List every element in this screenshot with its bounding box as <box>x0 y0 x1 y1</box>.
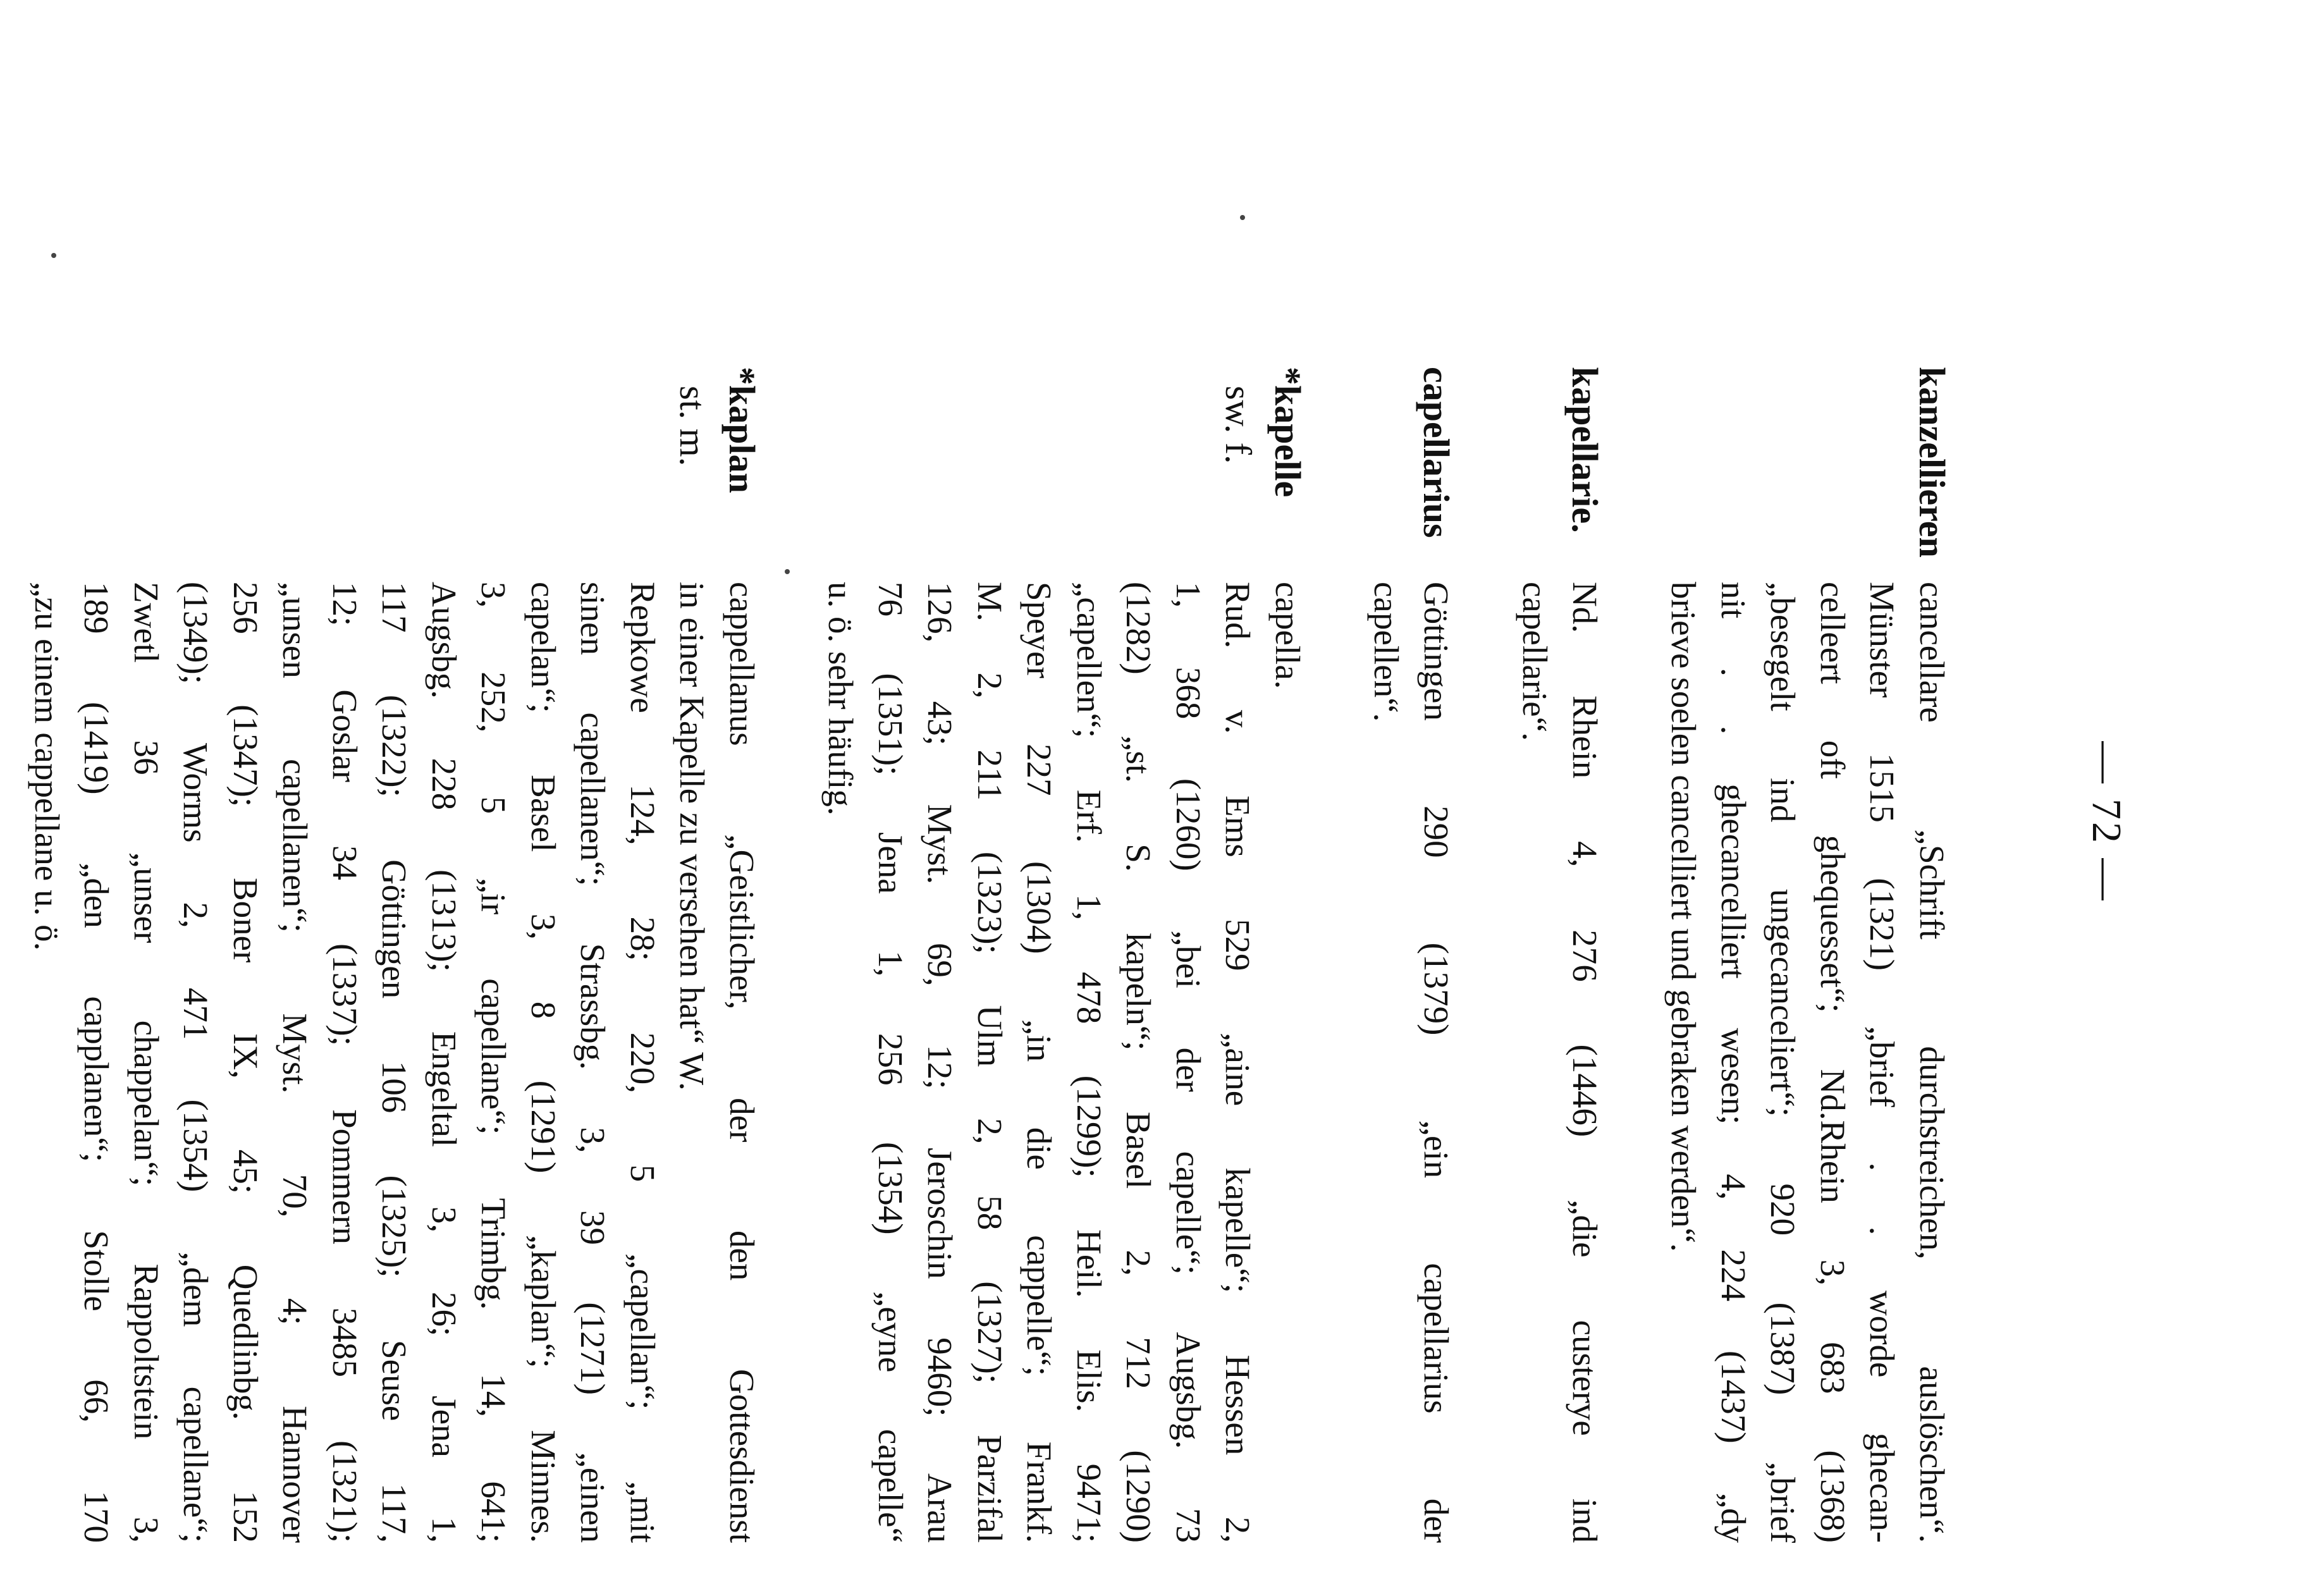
text-line: capellarie“. <box>1516 582 1555 741</box>
text-line: 76 (1351); Jena 1, 256 (1354) „eyne capelle“ <box>871 582 910 1543</box>
paragraph <box>1361 582 1461 1543</box>
text-line: capelan“; Basel 3, 8 (1291) „kaplan“; Minnes. <box>524 582 563 1543</box>
scan-speck <box>785 569 790 574</box>
headword-gender: sw. f. <box>1218 386 1259 464</box>
headword-text: *kapelle <box>1267 367 1308 498</box>
text-line: sinen capellanen“; Strassbg. 3, 39 (1271) „einen <box>574 582 613 1543</box>
text-line: u. ö. sehr häufig. <box>821 582 861 816</box>
text-line: Speyer 227 (1304) „in die cappelle“; Frankf. <box>1020 582 1059 1543</box>
text-line: in einer Kapelle zu versehen hat“ W. <box>673 582 712 1091</box>
text-line: „zu einem cappellane u. ö. <box>28 582 66 951</box>
text-line: Repkowe 124, 28; 220, 5 „capellan“; „mit <box>623 582 662 1543</box>
headword-text: kapellarie. <box>1564 367 1605 533</box>
text-line: 3, 252, 5 „ir capellane“; Trimbg. 14, 641; <box>474 582 513 1543</box>
text-line: 189 (1419) „den capplanen“; Stolle 66, 170 <box>77 582 116 1543</box>
text-line: (1282) „st. S. kapeln“; Basel 2, 712 (1290) <box>1119 582 1158 1543</box>
text-line: nit . . ghecancelliert wesen; 4, 224 (1437) „dy <box>1714 582 1753 1543</box>
entry-kapellarie-text <box>1510 582 1609 1543</box>
text-line: cancellare „Schrift durchstreichen, auslöschen“. <box>1913 582 1951 1543</box>
text-line: „unsen capellanen“; Myst. 70, 4; Hannover <box>276 582 315 1543</box>
text-line: Göttingen 290 (1379) „ein capellarius der <box>1417 582 1456 1543</box>
paragraph <box>667 582 766 1543</box>
paragraph <box>1510 582 1609 1543</box>
entry-capellarius-text <box>1361 582 1461 1543</box>
headword-text: kanzellieren <box>1912 367 1953 558</box>
scan-speck <box>51 253 56 258</box>
text-line: cappellanus „Geistlicher, der den Gottesdienst <box>723 582 761 1543</box>
headword <box>668 367 766 563</box>
text-line: „capellen“; Erf. 1, 478 (1299); Heil. Elis. 9471; <box>1070 582 1108 1543</box>
headword <box>1213 367 1312 563</box>
paragraph <box>1659 582 1956 1543</box>
text-line: „besegelt ind ungecanceliert“; 920 (1387) „brief <box>1764 582 1803 1543</box>
text-line: Zwetl 36 „unser chappelan“; Rappoltstein 3, <box>127 582 166 1543</box>
text-line: Nd. Rhein 4, 276 (1446) „die custerye ind <box>1566 582 1604 1543</box>
headword-text: capellarius <box>1416 367 1457 538</box>
paragraph <box>816 582 1312 1543</box>
text-line: capellen“. <box>1367 582 1406 722</box>
text-line: Augsbg. 228 (1313); Engeltal 3, 26; Jena 1, <box>425 582 463 1543</box>
text-line: celleert oft ghequesset“; Nd.Rhein 3, 683 (1368) <box>1814 582 1852 1543</box>
text-line: capella. <box>1268 582 1307 689</box>
headword <box>1560 367 1609 563</box>
paragraph <box>22 582 668 1543</box>
entry-kaplan-text <box>22 582 767 1543</box>
text-line: M. 2, 211 (1323); Ulm 2, 58 (1327); Parzifal <box>971 582 1009 1543</box>
entry-kanzellieren-text <box>1659 582 1956 1543</box>
text-line: Rud. v. Ems 529 „aine kapelle“; Hessen 2, <box>1218 582 1258 1543</box>
text-line: Münster 1515 (1321) „brief . . worde ghecan- <box>1863 582 1902 1543</box>
text-line: 1, 368 (1260) „bei der capelle“; Augsbg. 73 <box>1169 582 1208 1543</box>
entry-kapelle-text <box>816 582 1312 1543</box>
text-line: (1349); Worms 2, 471 (1354) „dem capellane“; <box>176 582 216 1543</box>
text-line: brieve soelen cancelliert und gebraken werden“. <box>1664 582 1703 1252</box>
headword-text: *kaplan <box>721 367 763 493</box>
headword <box>1411 367 1461 563</box>
text-line: 256 (1347); Boner IX, 45; Quedlinbg. 152 <box>226 582 265 1543</box>
scan-speck <box>1240 215 1245 220</box>
page-number: — 72 — <box>2084 741 2130 903</box>
text-line: 117 (1322); Göttingen 106 (1325); Seuse 117, <box>375 582 414 1543</box>
text-line: 126, 43; Myst. 69, 12; Jeroschin 9460; Arau <box>921 582 960 1543</box>
text-line: 12; Goslar 34 (1337); Pommern 3485 (1321); <box>326 582 364 1543</box>
headword <box>1907 367 1956 563</box>
headword-gender: st. m. <box>672 386 713 467</box>
